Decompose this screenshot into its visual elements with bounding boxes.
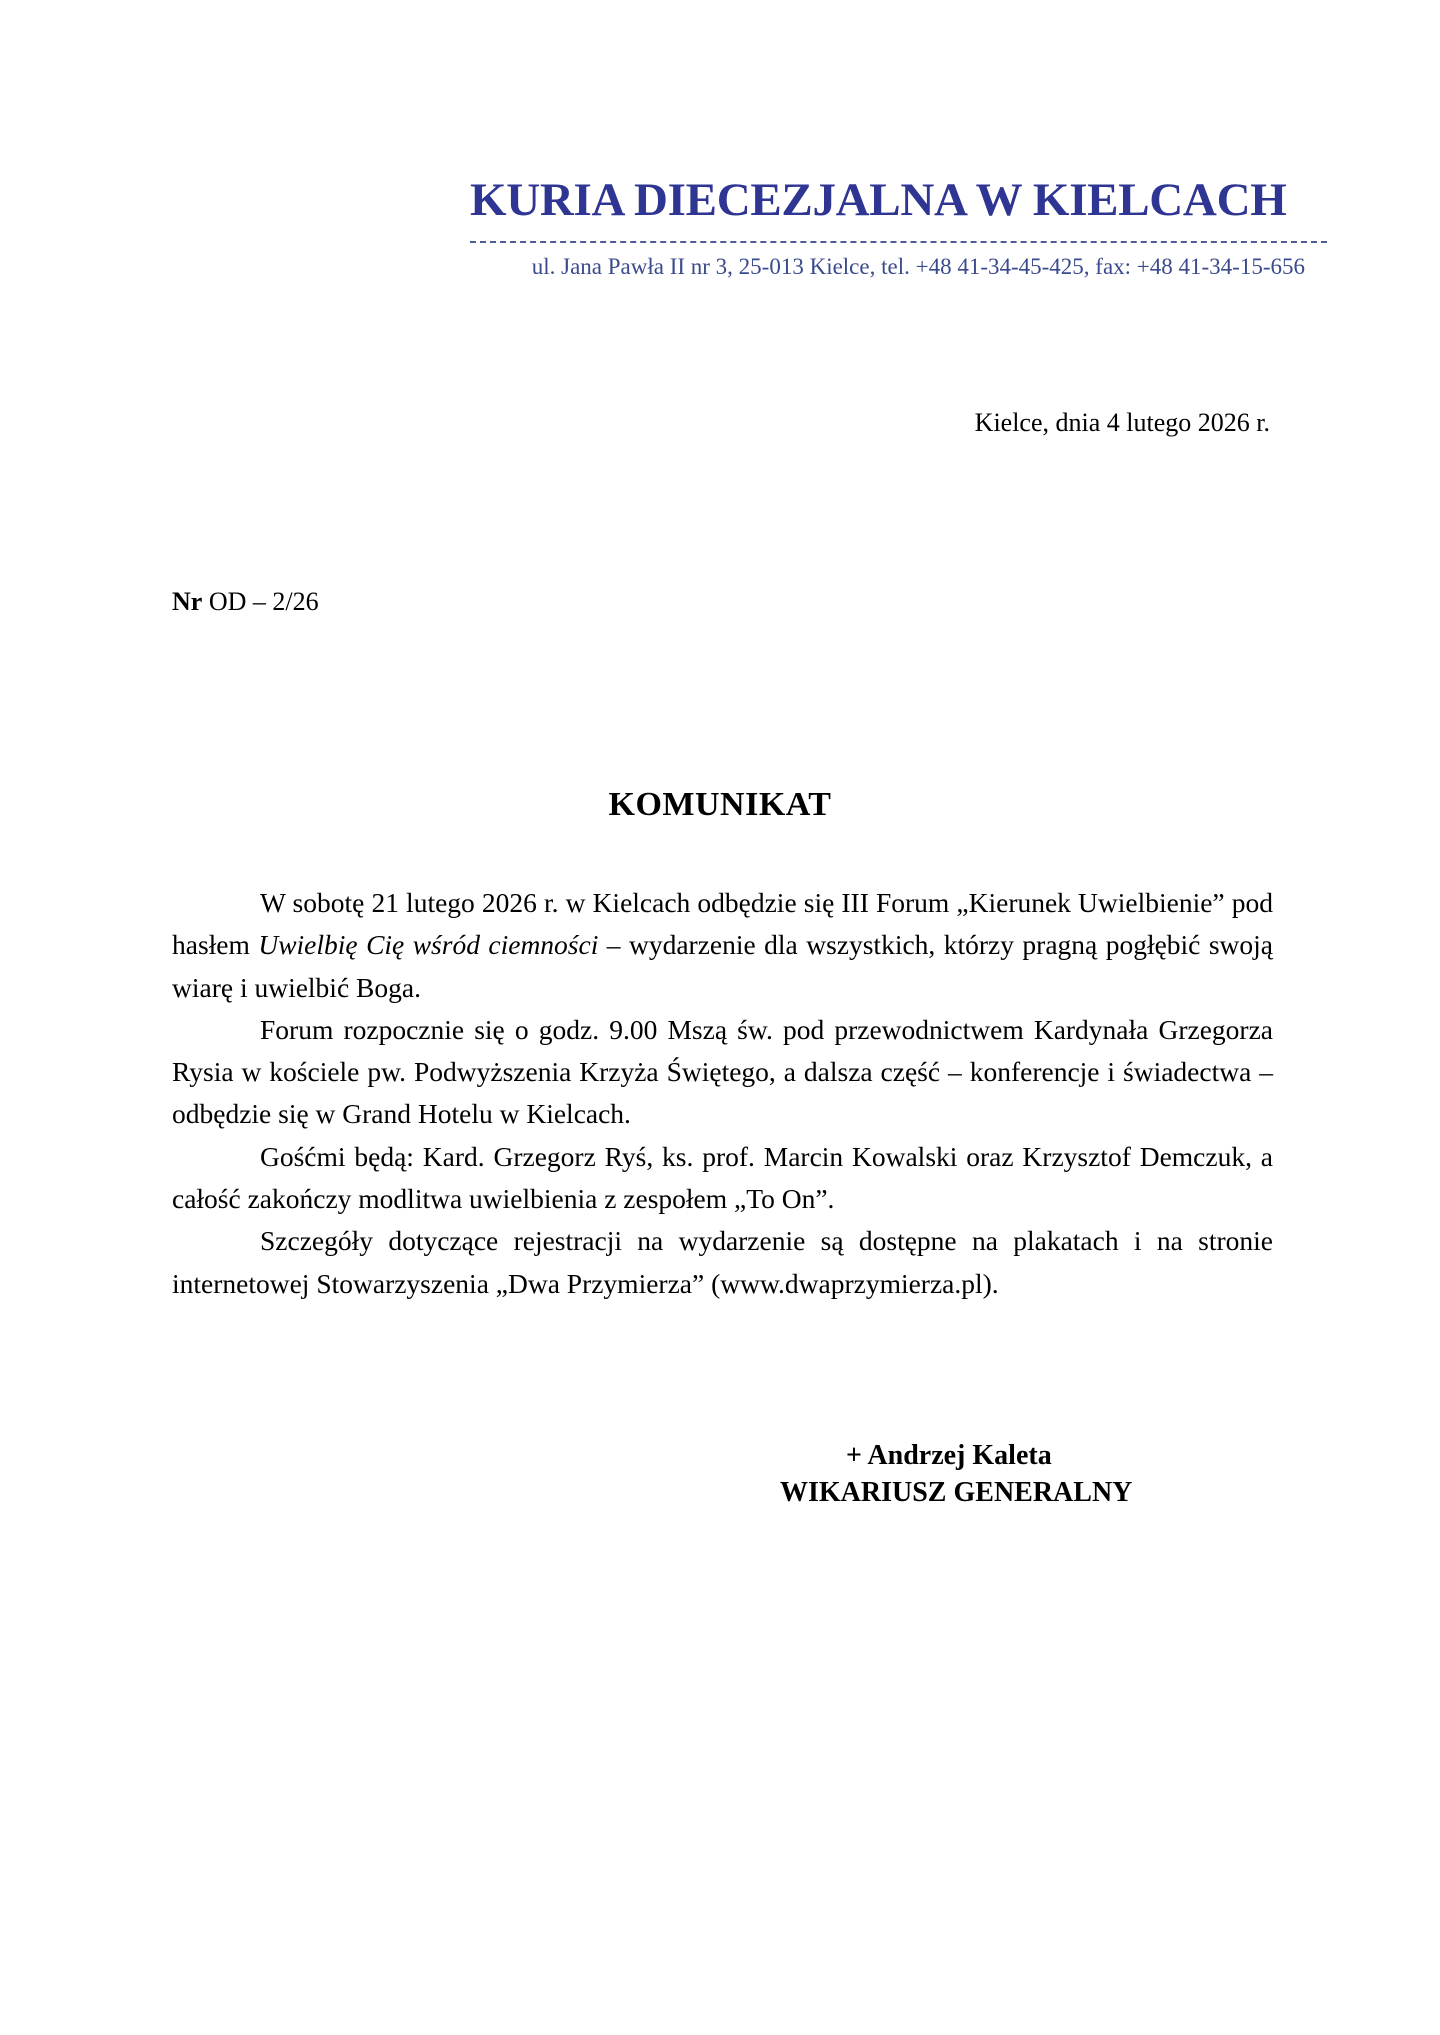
letterhead-title: KURIA DIECEZJALNA W KIELCACH	[470, 174, 1287, 226]
body-paragraph-3: Gośćmi będą: Kard. Grzegorz Ryś, ks. prof. Marcin Kowalski oraz Krzysztof Demczuk, a całość zakończy modlitwa uwielbienia z zespołem „To On”.	[172, 1140, 1273, 1215]
event-motto: Uwielbię Cię wśród ciemności	[258, 929, 599, 961]
reference-number	[172, 585, 319, 619]
paragraph-1-end: – wydarzenie dla wszystkich, którzy pragną pogłębić swoją wiarę i uwielbić Boga.	[172, 929, 1273, 1003]
letterhead-address: ul. Jana Pawła II nr 3, 25-013 Kielce, tel. +48 41-34-45-425, fax: +48 41-34-15-656	[531, 254, 1305, 279]
body-paragraph-1	[172, 882, 1273, 1009]
document-heading: KOMUNIKAT	[608, 786, 832, 823]
letterhead-divider	[470, 241, 1327, 243]
signatory-role: WIKARIUSZ GENERALNY	[780, 1477, 1133, 1508]
signature-block	[780, 1437, 1180, 1511]
paragraph-1-start: W sobotę 21 lutego 2026 r. w Kielcach odbędzie się III Forum „Kierunek Uwielbienie” pod hasłem	[172, 887, 1273, 961]
document-date: Kielce, dnia 4 lutego 2026 r.	[974, 408, 1270, 437]
signatory-name: + Andrzej Kaleta	[846, 1440, 1052, 1471]
document-body	[172, 882, 1273, 1305]
reference-value: OD – 2/26	[202, 587, 319, 616]
reference-label: Nr	[172, 587, 203, 616]
body-paragraph-4: Szczegóły dotyczące rejestracji na wydarzenie są dostępne na plakatach i na stronie internetowej Stowarzyszenia „Dwa Przymierza” (www.dwaprzymierza.pl).	[172, 1225, 1273, 1299]
body-paragraph-2: Forum rozpocznie się o godz. 9.00 Mszą św. pod przewodnictwem Kardynała Grzegorza Rysia w kościele pw. Podwyższenia Krzyża Świętego, a dalsza część – konferencje i świadectwa – odbędzie się w Grand Hotelu w Kielcach.	[172, 1013, 1273, 1130]
